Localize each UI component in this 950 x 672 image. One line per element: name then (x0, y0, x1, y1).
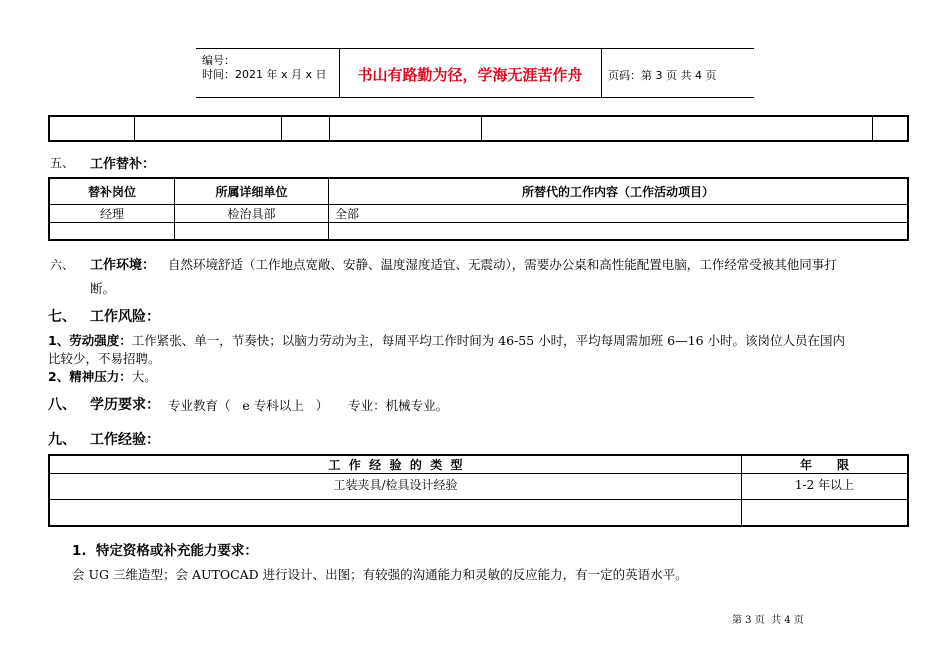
risk-item-1 (48, 331, 845, 349)
section6-text-cont: 断。 (90, 281, 116, 296)
motto-text: 书山有路勤为径，学海无涯苦作舟 (357, 66, 583, 84)
table-row (49, 474, 908, 500)
section8-num: 八、 (48, 397, 76, 413)
experience-table (48, 454, 909, 527)
serial-label: 编号： (202, 54, 235, 67)
qualification-text: 会 UG 三维造型；会 AUTOCAD 进行设计、出图；有较强的沟通能力和灵敏的反应能力，有一定的英语水平。 (72, 567, 688, 582)
table-cell (175, 222, 329, 240)
table-cell: 检治具部 (175, 204, 329, 222)
header-cell: 替补岗位 (49, 178, 175, 204)
substitute-table (48, 177, 909, 241)
header-page-cell (602, 49, 754, 97)
table-header-row (49, 178, 908, 204)
section5-title: 工作替补： (90, 157, 156, 172)
table-cell (281, 116, 329, 141)
risk-item-2-text: 大。 (131, 369, 157, 384)
risk-item-2-label: 2、精神压力： (48, 369, 132, 384)
header-info-cell (196, 49, 340, 97)
page-footer: 第 3 页 共 4 页 (732, 615, 804, 626)
header-motto-cell (339, 49, 602, 97)
table-cell (873, 116, 909, 141)
table-row (49, 500, 908, 526)
section9-title: 工作经验： (90, 432, 160, 448)
table-cell (329, 116, 482, 141)
header-cell: 工 作 经 验 的 类 型 (49, 455, 742, 474)
table-cell (134, 116, 281, 141)
header-cell: 所属详细单位 (175, 178, 329, 204)
header-cell: 年 限 (742, 455, 909, 474)
table-cell (49, 116, 134, 141)
table-cell: 1-2 年以上 (742, 474, 909, 500)
table-cell (49, 222, 175, 240)
risk-item-1-text: 工作紧张、单一，节奏快；以脑力劳动为主，每周平均工作时间为 46-55 小时，平均每周需加班 6—16 小时。该岗位人员在国内 (131, 333, 845, 348)
section6-title: 工作环境： (90, 258, 156, 273)
table-cell (742, 500, 909, 526)
header-cell: 所替代的工作内容（工作活动项目） (329, 178, 909, 204)
section6-num: 六、 (50, 258, 75, 272)
table-row (49, 222, 908, 240)
table-header-row (49, 455, 908, 474)
table-cell (49, 500, 742, 526)
section8-title: 学历要求： (90, 397, 160, 413)
table-row (49, 204, 908, 222)
section9-num: 九、 (48, 432, 76, 448)
table-cell: 经理 (49, 204, 175, 222)
risk-item-1-label: 1、劳动强度： (48, 333, 132, 348)
page-header (196, 48, 754, 98)
section6-text: 自然环境舒适（工作地点宽敞、安静、温度湿度适宜、无震动），需要办公桌和高性能配置电脑，工作经常受被其他同事打 (168, 257, 837, 272)
date-label: 时间：2021 年 x 月 x 日 (202, 68, 327, 81)
table-cell (329, 222, 909, 240)
risk-item-1-cont: 比较少，不易招聘。 (48, 351, 161, 366)
education-text: 专业教育（ e 专科以上 ） 专业：机械专业。 (168, 398, 449, 413)
qualification-title: 1. 特定资格或补充能力要求： (72, 543, 258, 559)
table-cell: 工装夹具/检具设计经验 (49, 474, 742, 500)
section7-title: 工作风险： (90, 309, 160, 325)
previous-table-remainder (48, 115, 909, 142)
table-cell: 全部 (329, 204, 909, 222)
table-cell (482, 116, 873, 141)
section5-num: 五、 (50, 156, 75, 170)
risk-item-2 (48, 367, 157, 385)
page-label: 页码：第 3 页 共 4 页 (608, 69, 717, 82)
section7-num: 七、 (48, 309, 76, 325)
